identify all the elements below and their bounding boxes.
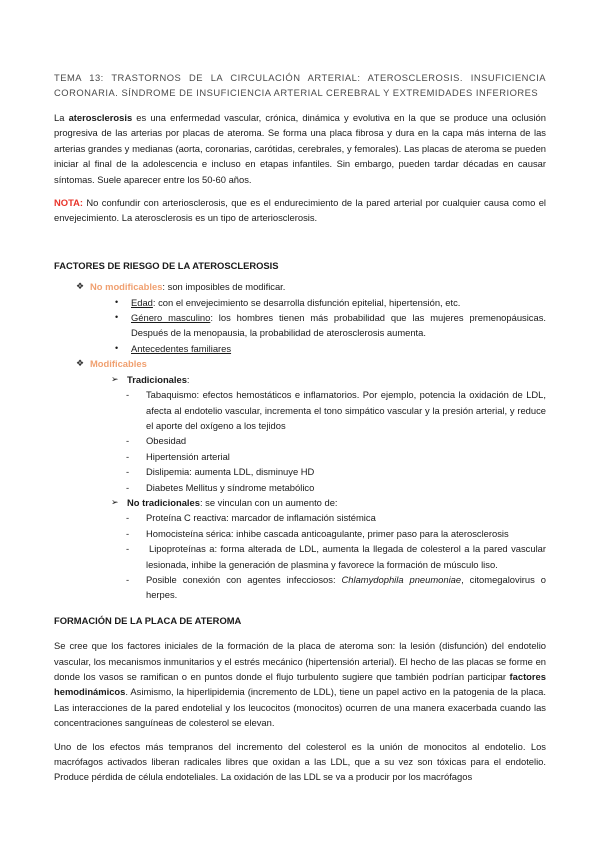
list-item-notrad-0 [54,510,546,525]
risk-factors-heading: FACTORES DE RIESGO DE LA ATEROSCLEROSIS [54,259,279,271]
note-text: No confundir con arteriosclerosis, que es el endurecimiento de la pared arterial por cualquier causa como el envejecimiento. La aterosclerosis es un tipo de arteriosclerosis. [54,197,546,224]
plaque-p1-a: Se cree que los factores iniciales de la formación de la placa de ateroma son: la lesión (disfunción) del endotelio vascular, los mecanismos inmunitarios y el estrés mecánico (hipertensión arterial). El hecho de las placas se forme en donde los vasos se ramifican o en puntos donde el flujo turbulento sugiere que también podrían participar [54,640,546,682]
traditional-item: Obesidad [146,435,187,447]
list-item-trad-4 [54,480,546,495]
nontraditional-item: Lipoproteínas a: forma alterada de LDL, aumenta la llegada de colesterol a la pared vascular lesionada, inhibe la generación de plasmina y favorece la formación de músculo liso. [146,543,546,570]
dash-bullet-icon: - [126,512,130,524]
traditional-item: Tabaquismo: efectos hemostáticos e inflamatorios. Por ejemplo, potencia la oxidación de LDL, afecta al endotelio vascular, incrementa el tono simpático vascular y la presión arterial, y reduce el aporte del oxígeno a los tejidos [146,389,546,431]
dash-bullet-icon: - [126,466,130,478]
plaque-p1-b: . Asimismo, la hiperlipidemia (incremento de LDL), tiene un papel activo en la patogenia de la placa. Las interacciones de la pared endotelial y los leucocitos (monocitos) ocurren de una manera exacerbada cuando las concentraciones sanguíneas de colesterol se elevan. [54,686,546,729]
intro-paragraph [54,110,546,187]
intro-text: es una enfermedad vascular, crónica, dinámica y evolutiva en la que se produce una oclusión progresiva de las arterias por placas de ateroma. Se forma una placa fibrosa y dura en la capa más interna de las arterias grandes y medianas (aorta, coronarias, carótidas, cerebrales, y femorales). Las placas de ateroma se pueden iniciar al final de la adolescencia e incluso en etapas infantiles. Sin embargo, pueden tardar décadas en causar síntomas. Suele aparecer entre los 50-60 años. [54,112,546,185]
non-modifiable-label: No modificables [90,281,163,293]
dash-bullet-icon: - [126,527,130,539]
dash-bullet-icon: - [126,543,130,555]
nontraditional-text: : se vinculan con un aumento de: [199,496,338,508]
nontraditional-label: No tradicionales [127,496,200,508]
dash-bullet-icon: - [126,481,130,493]
list-item-antecedentes [54,341,546,356]
diamond-bullet-icon: ❖ [76,358,85,369]
list-item-edad [54,295,546,310]
infectious-pre: Posible conexión con agentes infecciosos: [146,573,342,585]
plaque-p1-bold: factores hemodinámicos [54,671,546,698]
intro-term: aterosclerosis [68,112,133,123]
traditional-colon: : [186,373,190,385]
list-item-traditional [54,372,546,387]
non-modifiable-text: : son imposibles de modificar. [162,281,286,293]
plaque-paragraph-2: Uno de los efectos más tempranos del incremento del colesterol es la unión de monocitos al endotelio. Los macrófagos activados liberan radicales libres que oxidan a las LDL, que a su vez son tóxicas para el endotelio. Produce pérdida de célula endoteliales. La oxidación de las LDL se va a producir por los macrófagos [54,740,546,783]
risk-factors-list [54,279,546,603]
edad-text: : con el envejecimiento se desarrolla disfunción epitelial, hipertensión, etc. [152,296,461,308]
genero-label: Género masculino [131,312,211,324]
note-paragraph [54,195,546,226]
nontraditional-item: Proteína C reactiva: marcador de inflamación sistémica [146,512,376,524]
list-item-trad-2 [54,449,546,464]
infectious-species: Chlamydophila pneumoniae [341,573,462,585]
note-label: NOTA: [54,197,83,209]
traditional-item: Diabetes Mellitus y síndrome metabólico [146,481,315,493]
arrow-bullet-icon: ➢ [111,373,119,384]
modifiable-label: Modificables [90,358,147,370]
list-item-notrad-2 [54,541,546,572]
edad-label: Edad [131,296,153,308]
list-item-modifiable [54,356,546,371]
plaque-paragraph-1 [54,638,546,730]
dash-bullet-icon: - [126,573,130,585]
document-title: TEMA 13: TRASTORNOS DE LA CIRCULACIÓN ARTERIAL: ATEROSCLEROSIS. INSUFICIENCIA CORONARIA. SÍNDROME DE INSUFICIENCIA ARTERIAL CEREBRAL Y EXTREMIDADES INFERIORES [54,72,546,98]
traditional-item: Hipertensión arterial [146,450,230,462]
document-page [54,70,546,793]
list-item-trad-1 [54,433,546,448]
list-item-trad-3 [54,464,546,479]
intro-pre: La [54,112,69,123]
dot-bullet-icon: • [115,342,119,353]
nontraditional-item: Homocisteína sérica: inhibe cascada anticoagulante, primer paso para la aterosclerosis [146,527,509,539]
list-item-notrad-1 [54,526,546,541]
list-item-trad-0 [54,387,546,433]
list-item-genero [54,310,546,341]
list-item-infectious [54,572,546,603]
dash-bullet-icon: - [126,389,130,401]
list-item-nontraditional [54,495,546,510]
plaque-heading: FORMACIÓN DE LA PLACA DE ATEROMA [54,614,242,626]
traditional-item: Dislipemia: aumenta LDL, disminuye HD [146,466,315,478]
genero-text: : los hombres tienen más probabilidad que las mujeres premenopáusicas. Después de la menopausia, la probabilidad de aterosclerosis aumenta. [131,312,546,339]
arrow-bullet-icon: ➢ [111,496,119,507]
antecedentes-label: Antecedentes familiares [131,342,232,354]
dot-bullet-icon: • [115,296,119,307]
infectious-post: , citomegalovirus o herpes. [146,573,546,601]
list-item-non-modifiable [54,279,546,294]
dot-bullet-icon: • [115,312,119,323]
traditional-label: Tradicionales [127,373,187,385]
diamond-bullet-icon: ❖ [76,281,85,292]
dash-bullet-icon: - [126,435,130,447]
dash-bullet-icon: - [126,450,130,462]
